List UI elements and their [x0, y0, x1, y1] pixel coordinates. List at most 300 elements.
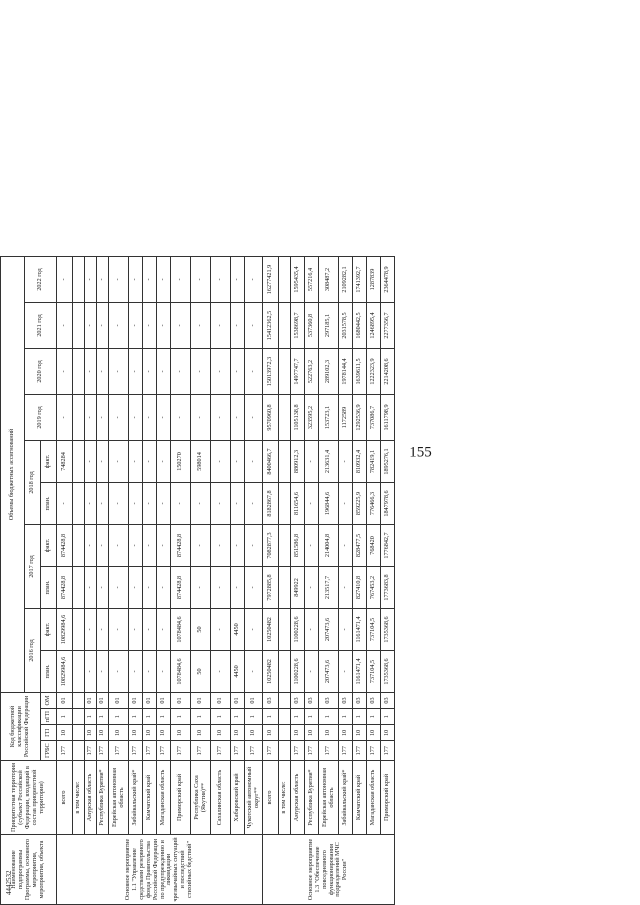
cell-p2018: 196844,6 — [319, 482, 339, 524]
cell-y2021: 1538698,7 — [291, 302, 305, 348]
cell-grbs: 177 — [367, 741, 381, 761]
cell-pgp: 1 — [171, 708, 191, 724]
cell-om: 01 — [211, 692, 231, 708]
cell-grbs: 177 — [291, 741, 305, 761]
cell-f2016: 1078484,6 — [171, 608, 191, 650]
cell-y2022: 2109282,1 — [339, 256, 353, 302]
cell-y2020: - — [85, 348, 97, 394]
cell-y2019: 1105138,8 — [291, 394, 305, 440]
cell-y2021: 297185,1 — [319, 302, 339, 348]
table-row — [279, 256, 291, 904]
header-pgp: пГП — [41, 708, 57, 724]
cell-y2021: 1246895,4 — [367, 302, 381, 348]
territory-cell: Забайкальский край* — [129, 761, 143, 835]
cell-f2017: - — [109, 524, 129, 566]
cell-f2018: 8400466,7 — [263, 440, 279, 482]
cell-p2017: - — [211, 566, 231, 608]
cell-f2016: - — [305, 608, 319, 650]
table-row — [109, 256, 129, 904]
cell-y2022: 16277421,9 — [263, 256, 279, 302]
cell-p2017: - — [129, 566, 143, 608]
cell-f2017: - — [305, 524, 319, 566]
cell-y2020: 15013972,3 — [263, 348, 279, 394]
table-row — [231, 256, 245, 904]
table-row — [157, 256, 171, 904]
cell-pgp: 1 — [85, 708, 97, 724]
cell-gp: 10 — [263, 725, 279, 741]
cell-p2017: - — [245, 566, 263, 608]
cell-om: 03 — [353, 692, 367, 708]
table-row — [143, 256, 157, 904]
cell-f2016: - — [339, 608, 353, 650]
cell-p2016 — [279, 650, 291, 692]
cell-gp: 10 — [231, 725, 245, 741]
cell-f2016: 1100228,6 — [291, 608, 305, 650]
cell-f2017: - — [245, 524, 263, 566]
cell-pgp: 1 — [245, 708, 263, 724]
cell-y2020: 1978144,4 — [339, 348, 353, 394]
cell-p2017: 874428,8 — [171, 566, 191, 608]
cell-p2016: - — [211, 650, 231, 692]
cell-om: 03 — [339, 692, 353, 708]
cell-f2017: 828477,5 — [353, 524, 367, 566]
cell-y2022: - — [171, 256, 191, 302]
cell-pgp: 1 — [109, 708, 129, 724]
cell-y2020: 1497747,7 — [291, 348, 305, 394]
cell-om: 01 — [109, 692, 129, 708]
cell-y2020: - — [109, 348, 129, 394]
cell-y2019: 737086,7 — [367, 394, 381, 440]
cell-f2016: 1161471,4 — [353, 608, 367, 650]
cell-f2018: - — [143, 440, 157, 482]
cell-y2019: - — [143, 394, 157, 440]
table-body — [57, 256, 395, 904]
section-name: Основное мероприятие 1.3 "Обеспечение повседневного функционирования подразделений МЧС России" — [263, 835, 395, 905]
cell-p2017: 874428,8 — [57, 566, 73, 608]
cell-f2018: - — [129, 440, 143, 482]
cell-p2016: 737104,5 — [367, 650, 381, 692]
cell-pgp: 1 — [291, 708, 305, 724]
cell-p2017: - — [191, 566, 211, 608]
header-2016-fact: факт. — [41, 608, 57, 650]
cell-f2017: - — [157, 524, 171, 566]
cell-om: 01 — [231, 692, 245, 708]
cell-y2019: 1172589 — [339, 394, 353, 440]
section-name: Основное мероприятие 1.1 "Управление средствами резервного фонда Правительства Российской Федерации по предупреждению и ликвидации чрезвычайных ситуаций и последствий стихийных бедствий" — [57, 835, 263, 905]
cell-p2017: - — [339, 566, 353, 608]
table-row — [57, 256, 73, 904]
cell-f2016: 50 — [191, 608, 211, 650]
cell-p2016: - — [97, 650, 109, 692]
territory-cell: Амурская область — [85, 761, 97, 835]
cell-f2016: - — [211, 608, 231, 650]
cell-y2019: - — [57, 394, 73, 440]
cell-y2020: - — [97, 348, 109, 394]
cell-pgp: 1 — [211, 708, 231, 724]
cell-f2018: - — [211, 440, 231, 482]
cell-grbs: 177 — [109, 741, 129, 761]
cell-y2021: - — [191, 302, 211, 348]
table-row — [291, 256, 305, 904]
cell-p2016: - — [109, 650, 129, 692]
cell-gp: 10 — [319, 725, 339, 741]
cell-f2018: 1895276,1 — [381, 440, 395, 482]
cell-p2018: - — [57, 482, 73, 524]
cell-p2017: - — [157, 566, 171, 608]
cell-gp: 10 — [191, 725, 211, 741]
cell-om: 03 — [263, 692, 279, 708]
cell-y2020 — [279, 348, 291, 394]
table-row — [381, 256, 395, 904]
cell-p2018: 1847978,6 — [381, 482, 395, 524]
cell-grbs: 177 — [263, 741, 279, 761]
cell-y2022: 1595435,4 — [291, 256, 305, 302]
cell-y2021: - — [171, 302, 191, 348]
cell-y2021: 537360,8 — [305, 302, 319, 348]
cell-om: 01 — [191, 692, 211, 708]
cell-p2017: - — [143, 566, 157, 608]
cell-f2018 — [279, 440, 291, 482]
cell-f2017: 874428,8 — [57, 524, 73, 566]
cell-y2020: 1639611,5 — [353, 348, 367, 394]
cell-y2019: 153723,1 — [319, 394, 339, 440]
cell-y2022: - — [245, 256, 263, 302]
cell-grbs: 177 — [231, 741, 245, 761]
territory-cell: всего — [263, 761, 279, 835]
cell-p2018: - — [109, 482, 129, 524]
cell-f2016: - — [143, 608, 157, 650]
cell-y2020: 1222323,9 — [367, 348, 381, 394]
cell-f2018: - — [339, 440, 353, 482]
header-year-2018: 2018 год — [25, 440, 41, 524]
cell-grbs: 177 — [211, 741, 231, 761]
cell-grbs: 177 — [339, 741, 353, 761]
cell-y2019: - — [191, 394, 211, 440]
table-row — [245, 256, 263, 904]
header-name: Наименование подпрограммы Программы, основного мероприятия, мероприятия, объекта — [1, 835, 57, 905]
cell-p2017: - — [85, 566, 97, 608]
cell-p2017: - — [97, 566, 109, 608]
territory-cell: в том числе: — [73, 761, 85, 835]
cell-f2016: - — [245, 608, 263, 650]
cell-y2022: 2364478,9 — [381, 256, 395, 302]
cell-p2016: - — [157, 650, 171, 692]
cell-f2017: - — [191, 524, 211, 566]
cell-p2016: - — [129, 650, 143, 692]
territory-cell: всего — [57, 761, 73, 835]
cell-f2017: 768420 — [367, 524, 381, 566]
cell-gp: 10 — [367, 725, 381, 741]
cell-f2018: 782419,1 — [367, 440, 381, 482]
cell-gp: 10 — [339, 725, 353, 741]
cell-p2016: - — [339, 650, 353, 692]
cell-p2017: - — [109, 566, 129, 608]
header-year-2016: 2016 год — [25, 608, 41, 692]
cell-f2017: - — [143, 524, 157, 566]
cell-om: 01 — [157, 692, 171, 708]
cell-f2018: 748284 — [57, 440, 73, 482]
cell-y2022: 308487,2 — [319, 256, 339, 302]
cell-y2021: 2277356,7 — [381, 302, 395, 348]
cell-y2022: - — [109, 256, 129, 302]
cell-om — [73, 692, 85, 708]
cell-gp: 10 — [291, 725, 305, 741]
territory-cell: Камчатский край — [353, 761, 367, 835]
cell-grbs: 177 — [319, 741, 339, 761]
cell-f2016: 207473,6 — [319, 608, 339, 650]
cell-y2022 — [73, 256, 85, 302]
cell-p2017 — [73, 566, 85, 608]
cell-p2016: 1078484,6 — [171, 650, 191, 692]
table-row — [191, 256, 211, 904]
cell-y2019 — [73, 394, 85, 440]
cell-f2017: 1776842,7 — [381, 524, 395, 566]
cell-p2016: - — [245, 650, 263, 692]
cell-y2019: - — [109, 394, 129, 440]
cell-p2018: - — [305, 482, 319, 524]
cell-y2020: - — [143, 348, 157, 394]
cell-grbs: 177 — [97, 741, 109, 761]
cell-pgp: 1 — [263, 708, 279, 724]
cell-f2017 — [73, 524, 85, 566]
cell-om: 01 — [97, 692, 109, 708]
cell-y2020 — [73, 348, 85, 394]
cell-f2016: - — [129, 608, 143, 650]
header-2018-plan: план. — [41, 482, 57, 524]
cell-pgp: 1 — [129, 708, 143, 724]
header-volumes: Объемы бюджетных ассигнований — [1, 256, 25, 692]
territory-cell: Еврейская автономная область — [319, 761, 339, 835]
cell-f2017: - — [97, 524, 109, 566]
cell-y2022: - — [191, 256, 211, 302]
cell-f2017 — [279, 524, 291, 566]
cell-pgp: 1 — [367, 708, 381, 724]
cell-pgp: 1 — [381, 708, 395, 724]
cell-grbs: 177 — [305, 741, 319, 761]
header-2018-fact: факт. — [41, 440, 57, 482]
cell-p2017 — [279, 566, 291, 608]
cell-y2021: - — [245, 302, 263, 348]
cell-grbs — [279, 741, 291, 761]
cell-f2018: - — [97, 440, 109, 482]
cell-p2016: 10250482 — [263, 650, 279, 692]
cell-y2020: - — [171, 348, 191, 394]
territory-cell: Приморский край — [171, 761, 191, 835]
cell-grbs: 177 — [191, 741, 211, 761]
cell-om: 01 — [245, 692, 263, 708]
territory-cell: Амурская область — [291, 761, 305, 835]
cell-gp: 10 — [171, 725, 191, 741]
cell-p2018: 776466,3 — [367, 482, 381, 524]
cell-y2021: - — [85, 302, 97, 348]
cell-f2017: - — [85, 524, 97, 566]
cell-p2018: 811654,6 — [291, 482, 305, 524]
cell-f2016: - — [157, 608, 171, 650]
cell-om: 03 — [381, 692, 395, 708]
cell-f2018: 150270 — [171, 440, 191, 482]
territory-cell: Хабаровский край — [231, 761, 245, 835]
header-year-2021: 2021 год — [25, 302, 57, 348]
territory-cell: Забайкальский край* — [339, 761, 353, 835]
cell-y2021: - — [231, 302, 245, 348]
cell-f2017: 7082877,3 — [263, 524, 279, 566]
cell-gp: 10 — [57, 725, 73, 741]
cell-f2016: 4450 — [231, 608, 245, 650]
cell-f2016: 10250482 — [263, 608, 279, 650]
cell-pgp — [279, 708, 291, 724]
cell-p2018 — [73, 482, 85, 524]
header-2016-plan: план. — [41, 650, 57, 692]
cell-pgp: 1 — [143, 708, 157, 724]
cell-f2018: - — [157, 440, 171, 482]
cell-f2016: 1735368,6 — [381, 608, 395, 650]
cell-om: 03 — [291, 692, 305, 708]
cell-p2018: - — [339, 482, 353, 524]
cell-y2019: - — [245, 394, 263, 440]
cell-grbs: 177 — [381, 741, 395, 761]
cell-p2018: - — [97, 482, 109, 524]
cell-f2016: - — [85, 608, 97, 650]
cell-p2016: - — [143, 650, 157, 692]
cell-pgp: 1 — [339, 708, 353, 724]
cell-y2019: - — [85, 394, 97, 440]
cell-om: 01 — [57, 692, 73, 708]
cell-y2021: - — [211, 302, 231, 348]
cell-f2018 — [73, 440, 85, 482]
cell-p2017: 213517,7 — [319, 566, 339, 608]
header-year-2019: 2019 год — [25, 394, 57, 440]
header-2017-plan: план. — [41, 566, 57, 608]
header-year-2022: 2022 год — [25, 256, 57, 302]
cell-y2021 — [73, 302, 85, 348]
document-code: 4442532 — [5, 870, 13, 895]
header-budget-code: Код бюджетной классификации Российской Федерации — [1, 692, 41, 760]
cell-om: 03 — [319, 692, 339, 708]
cell-y2021: 1680442,5 — [353, 302, 367, 348]
cell-y2019: 9570960,8 — [263, 394, 279, 440]
cell-y2021 — [279, 302, 291, 348]
territory-cell: Республика Бурятия* — [97, 761, 109, 835]
cell-p2018 — [279, 482, 291, 524]
cell-y2021: - — [157, 302, 171, 348]
cell-y2019: 323595,2 — [305, 394, 319, 440]
table-row — [97, 256, 109, 904]
cell-om: 03 — [305, 692, 319, 708]
territory-cell: Республика Саха (Якутия)** — [191, 761, 211, 835]
cell-p2017: 767453,2 — [367, 566, 381, 608]
table-row — [171, 256, 191, 904]
table-row — [85, 256, 97, 904]
header-grbs: ГРБС — [41, 741, 57, 761]
cell-f2017: 851586,8 — [291, 524, 305, 566]
cell-f2018: - — [109, 440, 129, 482]
cell-f2018: - — [305, 440, 319, 482]
cell-p2018: - — [157, 482, 171, 524]
cell-grbs: 177 — [143, 741, 157, 761]
cell-y2021: - — [57, 302, 73, 348]
cell-grbs: 177 — [129, 741, 143, 761]
cell-y2020: - — [129, 348, 143, 394]
cell-f2018: - — [245, 440, 263, 482]
territory-cell: в том числе: — [279, 761, 291, 835]
cell-pgp: 1 — [305, 708, 319, 724]
cell-y2020: - — [211, 348, 231, 394]
cell-y2019: - — [171, 394, 191, 440]
cell-p2016: 1100228,6 — [291, 650, 305, 692]
territory-cell: Чукотский автономный округ** — [245, 761, 263, 835]
cell-p2016: 50 — [191, 650, 211, 692]
cell-p2018: - — [129, 482, 143, 524]
header-year-2020: 2020 год — [25, 348, 57, 394]
cell-gp: 10 — [129, 725, 143, 741]
cell-f2018: - — [85, 440, 97, 482]
table-row — [339, 256, 353, 904]
cell-grbs: 177 — [57, 741, 73, 761]
cell-grbs: 177 — [353, 741, 367, 761]
territory-cell: Магаданская область — [367, 761, 381, 835]
table-row — [353, 256, 367, 904]
cell-y2019: - — [129, 394, 143, 440]
cell-y2021: - — [109, 302, 129, 348]
territory-cell: Камчатский край — [143, 761, 157, 835]
cell-f2018: 598014 — [191, 440, 211, 482]
cell-y2022 — [279, 256, 291, 302]
cell-grbs: 177 — [157, 741, 171, 761]
cell-pgp: 1 — [353, 708, 367, 724]
cell-grbs: 177 — [171, 741, 191, 761]
cell-p2018: - — [85, 482, 97, 524]
table-row — [367, 256, 381, 904]
cell-f2017: - — [211, 524, 231, 566]
cell-f2017: 874428,8 — [171, 524, 191, 566]
cell-p2016 — [73, 650, 85, 692]
cell-y2020: - — [245, 348, 263, 394]
cell-gp: 10 — [381, 725, 395, 741]
cell-p2018: - — [211, 482, 231, 524]
cell-y2020: - — [57, 348, 73, 394]
cell-gp: 10 — [85, 725, 97, 741]
cell-p2016: 1735368,6 — [381, 650, 395, 692]
cell-f2017: - — [231, 524, 245, 566]
cell-p2017: 7972885,8 — [263, 566, 279, 608]
cell-y2021: 2031578,5 — [339, 302, 353, 348]
cell-f2016: - — [97, 608, 109, 650]
cell-gp: 10 — [305, 725, 319, 741]
cell-pgp: 1 — [231, 708, 245, 724]
cell-pgp: 1 — [57, 708, 73, 724]
cell-p2018: - — [171, 482, 191, 524]
header-territory: Приоритетная территория (субъект Российской Федерации, входящий в состав приоритетной территории) — [1, 761, 57, 835]
cell-y2020: 289102,3 — [319, 348, 339, 394]
cell-y2022: - — [143, 256, 157, 302]
cell-gp: 10 — [109, 725, 129, 741]
cell-f2018: - — [231, 440, 245, 482]
territory-cell: Приморский край — [381, 761, 395, 835]
cell-y2022: - — [211, 256, 231, 302]
cell-p2016: - — [305, 650, 319, 692]
cell-p2017: 827410,8 — [353, 566, 367, 608]
cell-y2022: - — [129, 256, 143, 302]
cell-p2017: - — [231, 566, 245, 608]
territory-cell: Магаданская область — [157, 761, 171, 835]
cell-pgp: 1 — [319, 708, 339, 724]
cell-y2019: - — [157, 394, 171, 440]
cell-y2022: 557216,4 — [305, 256, 319, 302]
table-row — [129, 256, 143, 904]
cell-grbs: 177 — [85, 741, 97, 761]
cell-y2022: 1287839 — [367, 256, 381, 302]
cell-p2016: 10829984,6 — [57, 650, 73, 692]
